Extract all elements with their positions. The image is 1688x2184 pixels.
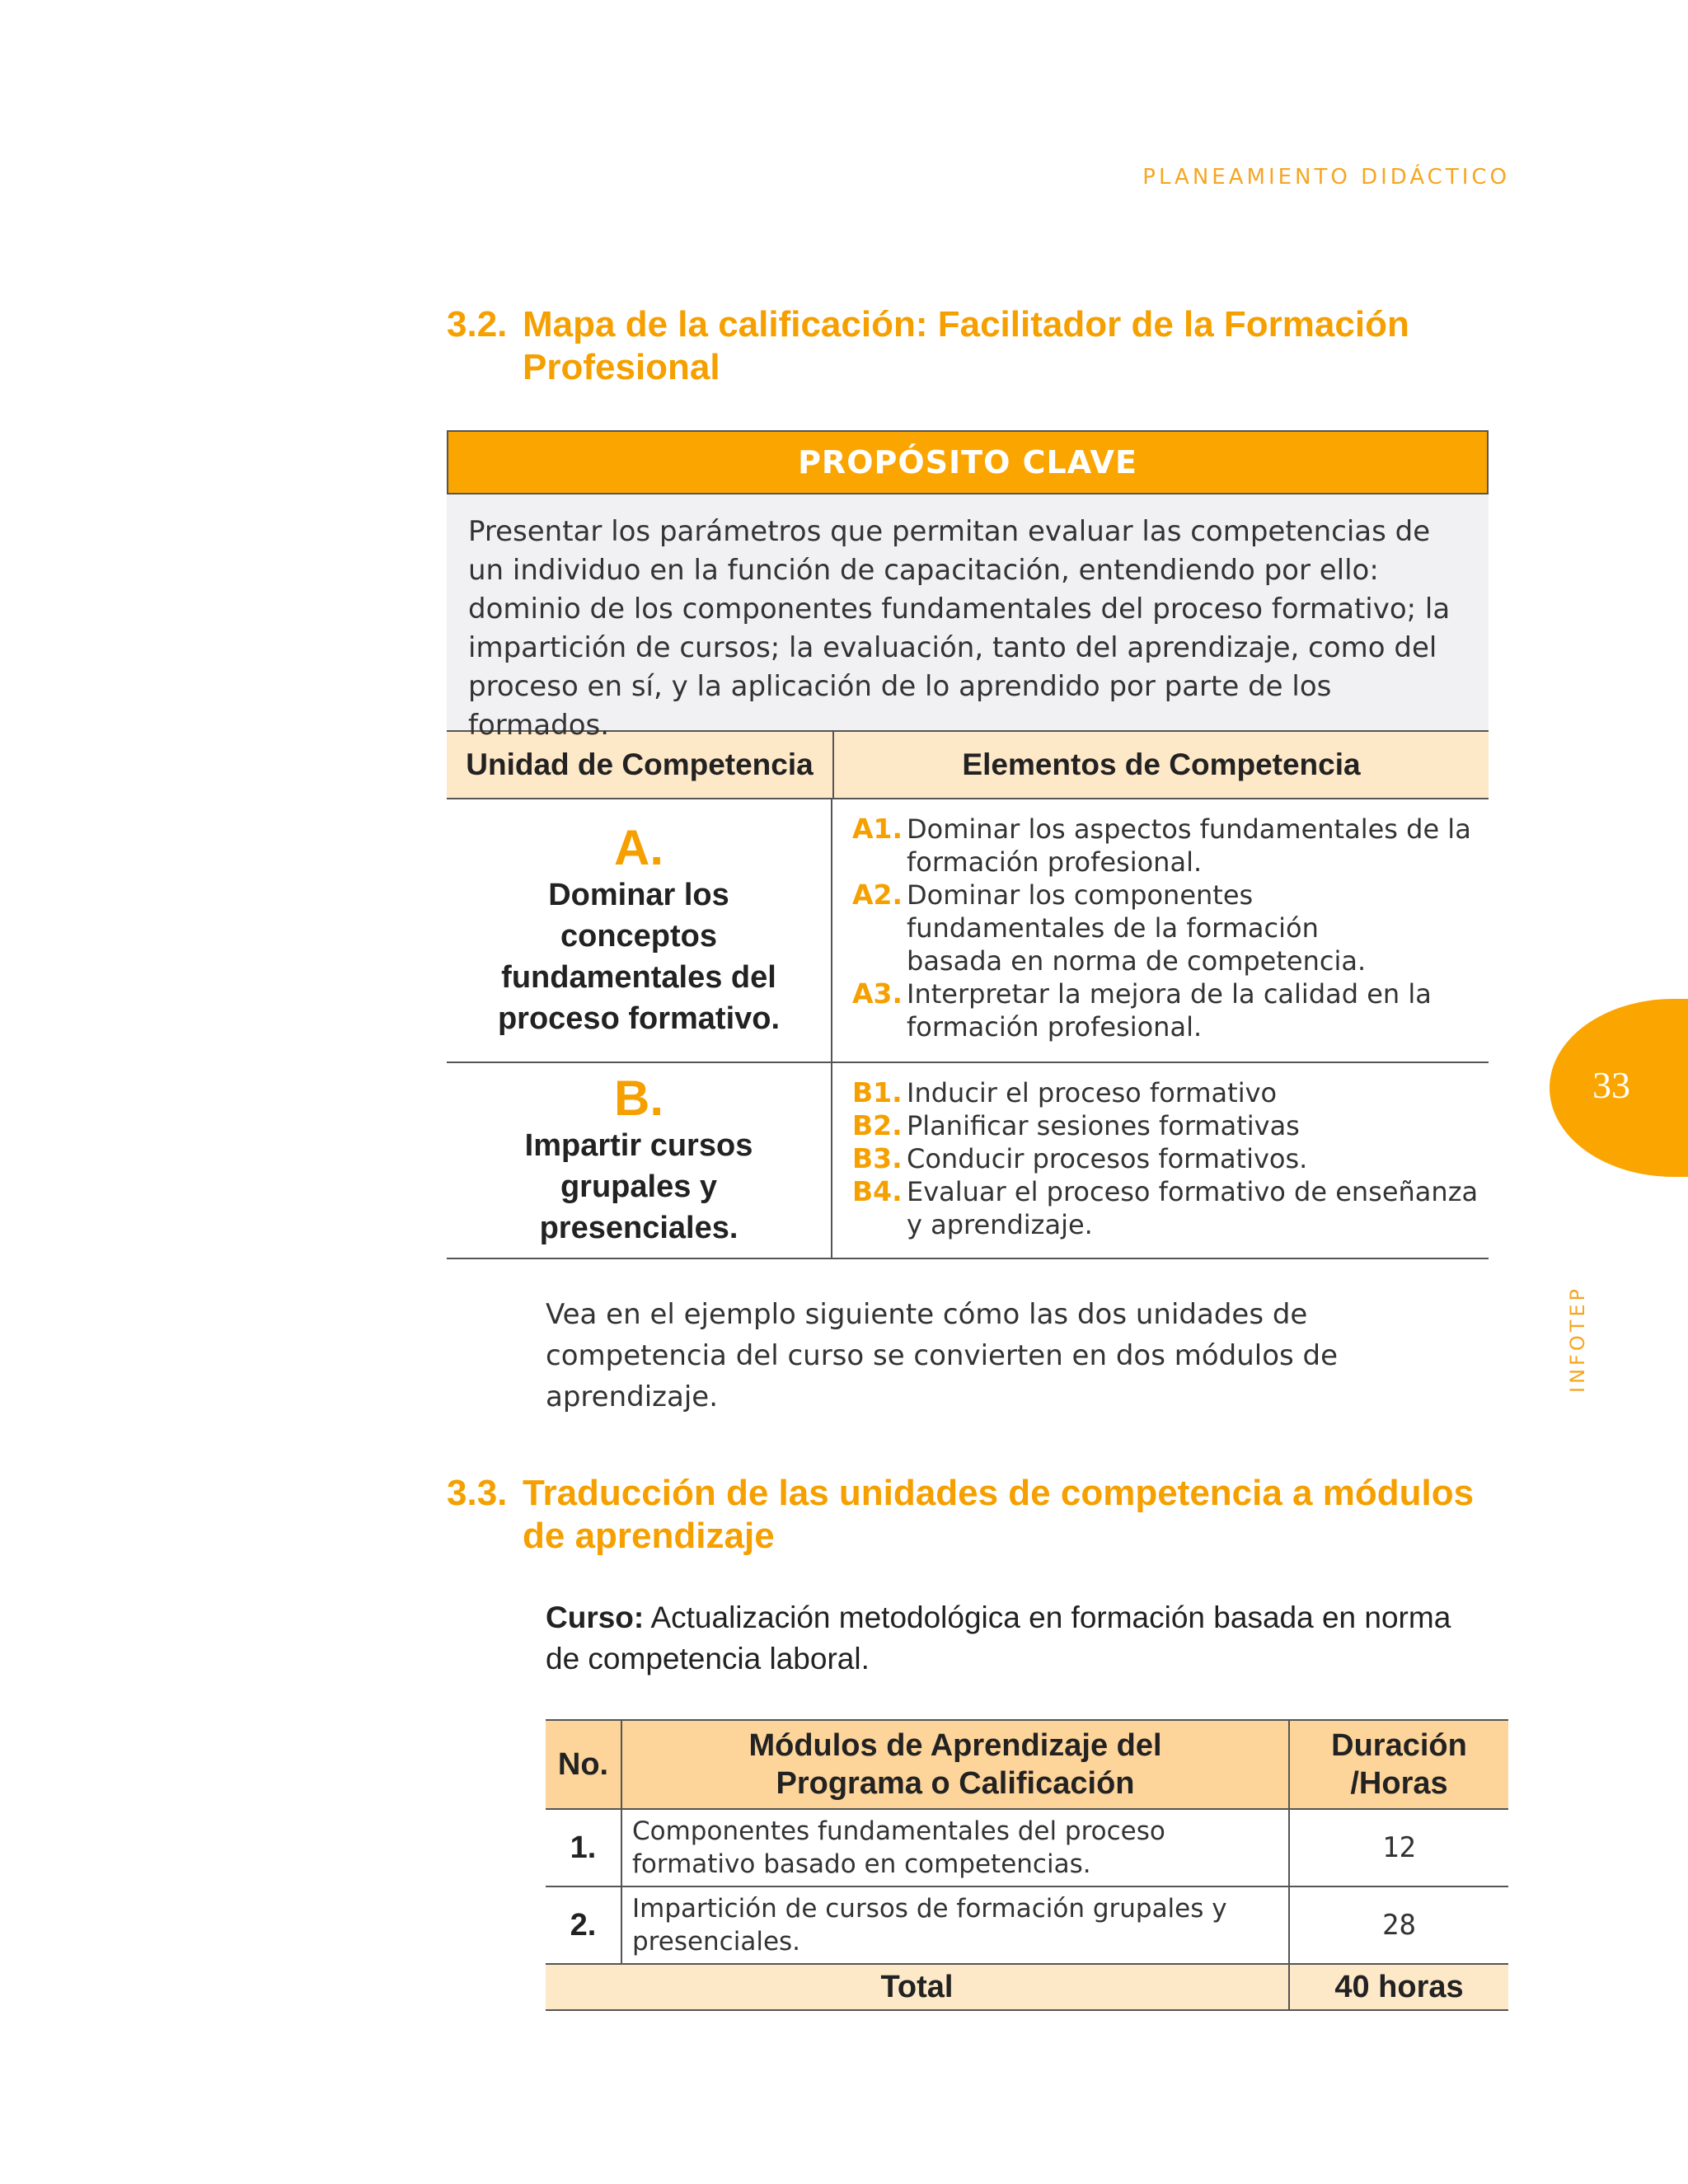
list-item	[852, 1109, 1480, 1142]
table-row	[546, 1809, 1508, 1886]
header-duration: Duración /Horas	[1289, 1720, 1508, 1809]
unit-letter: A.	[614, 820, 663, 875]
module-name: Impartición de cursos de formación grupales y presenciales.	[621, 1886, 1289, 1964]
element-code: B3.	[852, 1142, 903, 1174]
section-title-line1: Traducción de las unidades de competencia a módulos	[523, 1473, 1475, 1513]
module-name: Componentes fundamentales del proceso formativo basado en competencias.	[621, 1809, 1289, 1886]
list-item	[852, 977, 1480, 1043]
element-text: Evaluar el proceso formativo de enseñanza y aprendizaje.	[907, 1176, 1479, 1240]
list-item	[852, 1142, 1480, 1175]
side-label: INFOTEP	[1566, 1285, 1589, 1393]
section-title-line2: de aprendizaje	[523, 1516, 775, 1556]
competency-map-table	[447, 430, 1489, 1259]
module-hours: 28	[1289, 1886, 1508, 1964]
unit-letter: B.	[614, 1071, 663, 1126]
total-label: Total	[546, 1964, 1289, 2010]
section-title-3-2	[447, 303, 1436, 389]
element-text: Inducir el proceso formativo	[907, 1077, 1278, 1108]
table-row	[447, 1063, 1489, 1259]
running-header: PLANEAMIENTO DIDÁCTICO	[1142, 165, 1510, 190]
course-name: Actualización metodológica en formación basada en norma de competencia laboral.	[546, 1601, 1451, 1675]
unit-text: Dominar los conceptos fundamentales del proceso formativo.	[497, 878, 781, 1036]
list-item	[852, 879, 1480, 977]
element-text: Planificar sesiones formativas	[907, 1110, 1300, 1141]
element-code: A1.	[852, 813, 903, 845]
table-row	[546, 1886, 1508, 1964]
row-number: 1.	[546, 1809, 621, 1886]
course-label: Curso:	[546, 1601, 645, 1634]
key-purpose-heading: PROPÓSITO CLAVE	[447, 430, 1489, 494]
key-purpose-text: Presentar los parámetros que permitan evaluar las competencias de un individuo en la función de capacitación, entendiendo por ello: dominio de los componentes fundamentales del proceso formativo; la impartición de cursos; la evaluación, tanto del aprendizaje, como del proceso en sí, y la aplicación de lo aprendido por parte de los formados.	[447, 494, 1489, 730]
row-number: 2.	[546, 1886, 621, 1964]
element-text: Dominar los componentes fundamentales de la formación basada en norma de competencia.	[907, 879, 1367, 977]
element-code: B1.	[852, 1076, 903, 1108]
section-title-line2: Profesional	[523, 347, 720, 387]
section-number: 3.3.	[447, 1473, 508, 1513]
page-number: 33	[1592, 1064, 1630, 1106]
total-value: 40 horas	[1289, 1964, 1508, 2010]
element-code: A2.	[852, 879, 903, 911]
element-code: B4.	[852, 1175, 903, 1207]
unit-cell	[447, 799, 832, 1062]
table-header-row	[546, 1720, 1508, 1809]
unit-text: Impartir cursos grupales y presenciales.	[524, 1128, 753, 1245]
column-header-elements: Elementos de Competencia	[962, 748, 1361, 781]
element-code: B2.	[852, 1109, 903, 1141]
element-text: Conducir procesos formativos.	[907, 1143, 1308, 1174]
section-title-3-3	[447, 1472, 1485, 1558]
course-line	[546, 1597, 1461, 1680]
element-code: A3.	[852, 977, 903, 1010]
section-number: 3.2.	[447, 304, 508, 344]
header-no: No.	[546, 1720, 621, 1809]
module-hours: 12	[1289, 1809, 1508, 1886]
header-module: Módulos de Aprendizaje del Programa o Calificación	[621, 1720, 1289, 1809]
list-item	[852, 1175, 1480, 1241]
list-item	[852, 813, 1480, 879]
section-title-line1: Mapa de la calificación: Facilitador de la Formación	[523, 304, 1409, 344]
list-item	[852, 1076, 1480, 1109]
explanation-paragraph: Vea en el ejemplo siguiente cómo las dos unidades de competencia del curso se convierten en dos módulos de aprendizaje.	[546, 1298, 1339, 1413]
total-row	[546, 1964, 1508, 2010]
element-text: Interpretar la mejora de la calidad en la formación profesional.	[907, 978, 1432, 1043]
elements-cell	[832, 799, 1489, 1062]
elements-cell	[832, 1063, 1489, 1258]
table-row	[447, 799, 1489, 1063]
table-column-headers	[447, 730, 1489, 799]
column-header-unit: Unidad de Competencia	[447, 732, 834, 798]
element-text: Dominar los aspectos fundamentales de la formación profesional.	[907, 813, 1471, 878]
unit-cell	[447, 1063, 832, 1258]
modules-table	[546, 1719, 1508, 2011]
